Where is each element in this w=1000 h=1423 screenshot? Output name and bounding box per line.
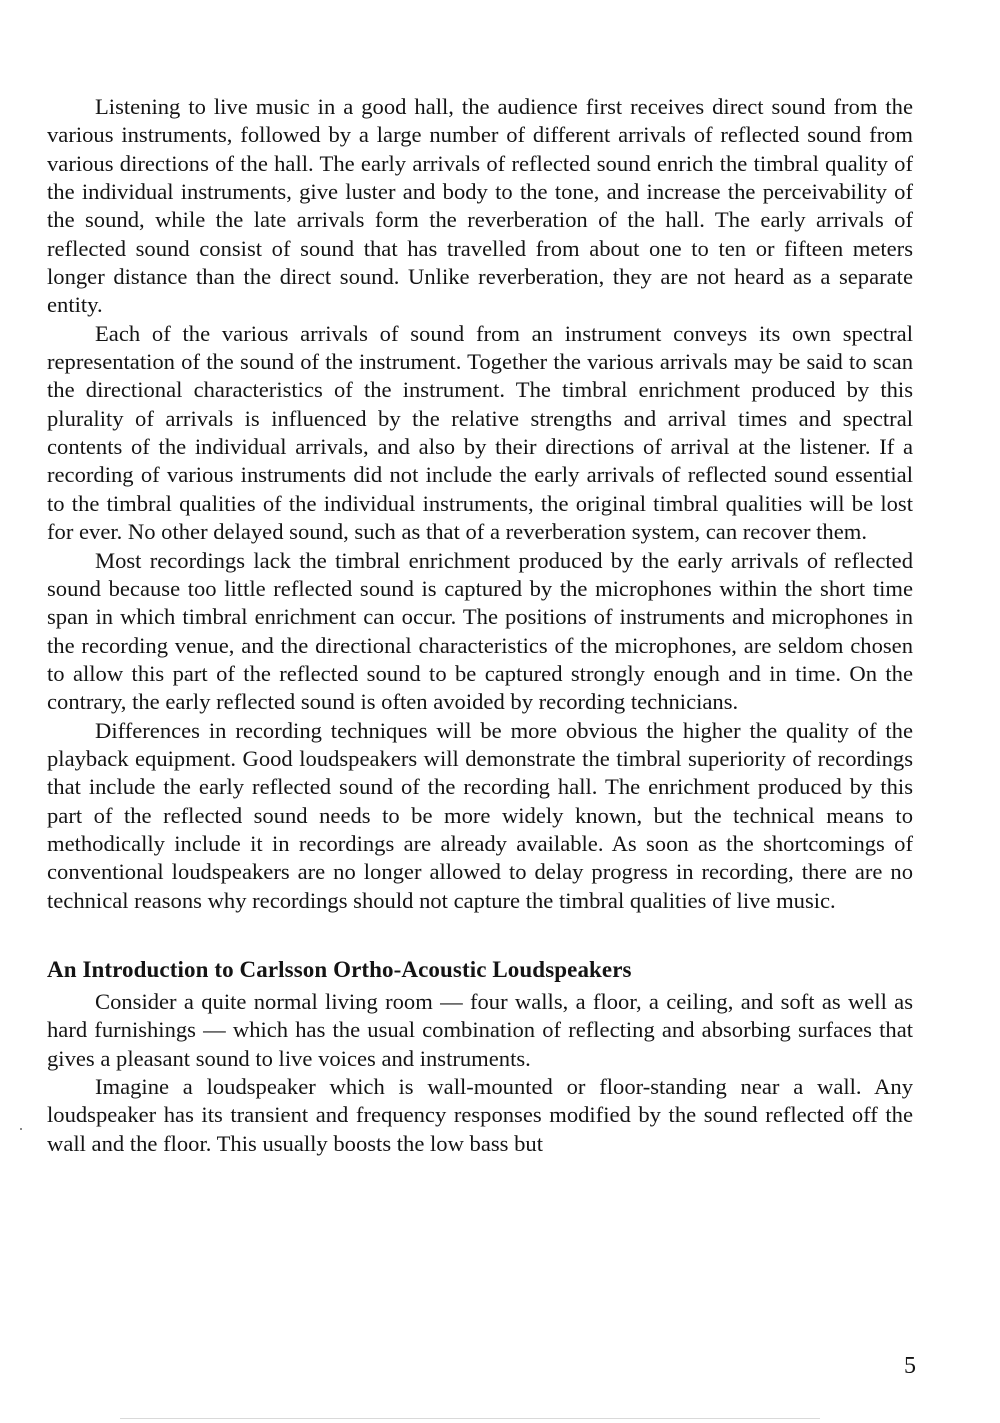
paragraph-live-music: Listening to live music in a good hall, the audience first receives direct sound from the various instruments, followed by a large number of different arrivals of reflected sound from various directions of the hall. The early arrivals of reflected sound enrich the timbral quality of the individual instruments, give luster and body to the tone, and increase the perceivability of the sound, while the late arrivals form the reverberation of the hall. The early arrivals of reflected sound consist of sound that has travelled from about one to ten or fifteen meters longer distance than the direct sound. Unlike reverberation, they are not heard as a separate entity. (47, 94, 913, 318)
paragraph-living-room: Consider a quite normal living room — four walls, a floor, a ceiling, and soft as well as hard furnishings — which has the usual combination of reflecting and absorbing surfaces that gives a pleasant sound to live voices and instruments. (47, 988, 913, 1071)
page-bottom-edge (120, 1418, 820, 1419)
page-number: 5 (904, 1353, 916, 1379)
scan-speck (20, 1128, 22, 1130)
paragraph-recordings-lack: Most recordings lack the timbral enrichment produced by the early arrivals of reflected sound because too little reflected sound is captured by the microphones within the short time span in which timbral enrichment can occur. The positions of instruments and microphones in the recording venue, and the directional characteristics of the microphones, are seldom chosen to allow this part of the reflected sound to be captured strongly enough and in time. On the contrary, the early reflected sound is often avoided by recording technicians. (47, 547, 913, 715)
page-body (47, 93, 913, 1158)
section-heading: An Introduction to Carlsson Ortho-Acoustic Loudspeakers (47, 956, 632, 982)
paragraph-loudspeaker-near-wall: Imagine a loudspeaker which is wall-mounted or floor-standing near a wall. Any loudspeaker has its transient and frequency responses modified by the sound reflected off the wall and the floor. This usually boosts the low bass but (47, 1074, 913, 1156)
paragraph-arrivals-of-sound: Each of the various arrivals of sound from an instrument conveys its own spectral representation of the sound of the instrument. Together the various arrivals may be said to scan the directional characteristics of the instrument. The timbral enrichment produced by this plurality of arrivals is influenced by the relative strengths and arrival times and spectral contents of the individual arrivals, and also by their directions of arrival at the listener. If a recording of various instruments did not include the early arrivals of reflected sound essential to the timbral qualities of the individual instruments, the original timbral qualities will be lost for ever. No other delayed sound, such as that of a reverberation system, can recover them. (47, 320, 913, 545)
paragraph-recording-techniques: Differences in recording techniques will be more obvious the higher the quality of the playback equipment. Good loudspeakers will demonstrate the timbral superiority of recordings that include the early reflected sound of the recording hall. The enrichment produced by this part of the reflected sound needs to be more widely known, but the technical means to methodically include it in recordings are already available. As soon as the shortcomings of conventional loudspeakers are no longer allowed to delay progress in recording, there are no technical reasons why recordings should not capture the timbral qualities of live music. (47, 717, 913, 913)
